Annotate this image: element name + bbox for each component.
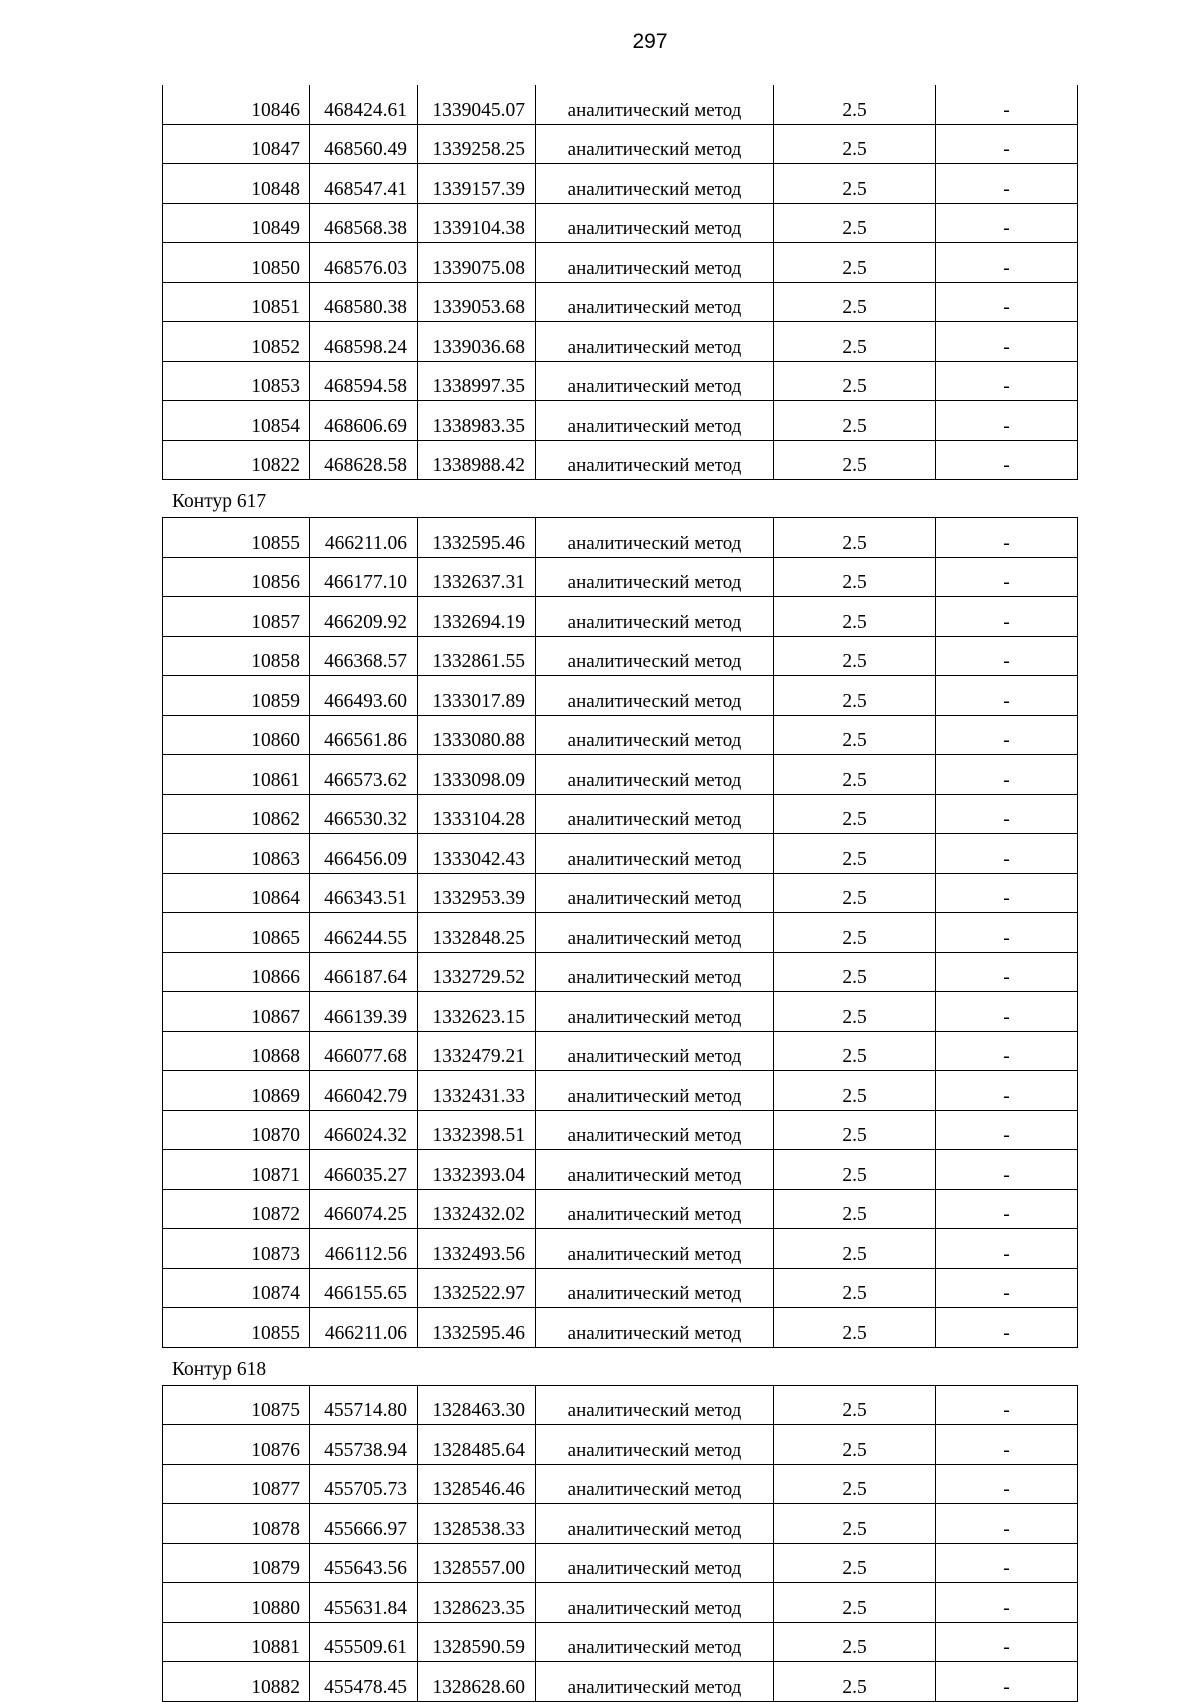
- y-coordinate-cell: 1333017.89: [418, 676, 536, 716]
- table-row: [163, 794, 1078, 834]
- table-row: [163, 636, 1078, 676]
- x-coordinate-cell: 468547.41: [310, 164, 418, 204]
- method-cell: аналитический метод: [536, 1425, 774, 1465]
- x-coordinate-cell: 466042.79: [310, 1071, 418, 1111]
- note-cell: -: [936, 1229, 1078, 1269]
- accuracy-cell: 2.5: [774, 124, 936, 164]
- table-row: [163, 203, 1078, 243]
- point-id-cell: 10864: [163, 873, 310, 913]
- accuracy-cell: 2.5: [774, 1464, 936, 1504]
- method-cell: аналитический метод: [536, 361, 774, 401]
- accuracy-cell: 2.5: [774, 676, 936, 716]
- note-cell: -: [936, 1110, 1078, 1150]
- accuracy-cell: 2.5: [774, 322, 936, 362]
- x-coordinate-cell: 468580.38: [310, 282, 418, 322]
- x-coordinate-cell: 468594.58: [310, 361, 418, 401]
- point-id-cell: 10857: [163, 597, 310, 637]
- note-cell: -: [936, 1583, 1078, 1623]
- table-row: [163, 1543, 1078, 1583]
- note-cell: -: [936, 1543, 1078, 1583]
- y-coordinate-cell: 1339075.08: [418, 243, 536, 283]
- method-cell: аналитический метод: [536, 282, 774, 322]
- table-row: [163, 834, 1078, 874]
- table-row: [163, 1268, 1078, 1308]
- y-coordinate-cell: 1328623.35: [418, 1583, 536, 1623]
- y-coordinate-cell: 1332623.15: [418, 992, 536, 1032]
- table-row: [163, 952, 1078, 992]
- method-cell: аналитический метод: [536, 203, 774, 243]
- y-coordinate-cell: 1328628.60: [418, 1662, 536, 1702]
- accuracy-cell: 2.5: [774, 557, 936, 597]
- point-id-cell: 10874: [163, 1268, 310, 1308]
- point-id-cell: 10878: [163, 1504, 310, 1544]
- note-cell: -: [936, 203, 1078, 243]
- table-row: [163, 440, 1078, 480]
- y-coordinate-cell: 1328538.33: [418, 1504, 536, 1544]
- x-coordinate-cell: 466077.68: [310, 1031, 418, 1071]
- point-id-cell: 10870: [163, 1110, 310, 1150]
- point-id-cell: 10869: [163, 1071, 310, 1111]
- accuracy-cell: 2.5: [774, 1425, 936, 1465]
- method-cell: аналитический метод: [536, 518, 774, 558]
- note-cell: -: [936, 1464, 1078, 1504]
- table-row: [163, 873, 1078, 913]
- method-cell: аналитический метод: [536, 1189, 774, 1229]
- y-coordinate-cell: 1328485.64: [418, 1425, 536, 1465]
- table-row: [163, 164, 1078, 204]
- method-cell: аналитический метод: [536, 322, 774, 362]
- y-coordinate-cell: 1332953.39: [418, 873, 536, 913]
- y-coordinate-cell: 1333098.09: [418, 755, 536, 795]
- method-cell: аналитический метод: [536, 1229, 774, 1269]
- accuracy-cell: 2.5: [774, 1150, 936, 1190]
- method-cell: аналитический метод: [536, 1308, 774, 1348]
- note-cell: -: [936, 597, 1078, 637]
- note-cell: -: [936, 164, 1078, 204]
- point-id-cell: 10854: [163, 401, 310, 441]
- point-id-cell: 10852: [163, 322, 310, 362]
- note-cell: -: [936, 1071, 1078, 1111]
- note-cell: -: [936, 557, 1078, 597]
- y-coordinate-cell: 1332848.25: [418, 913, 536, 953]
- table-row: [163, 85, 1078, 124]
- note-cell: -: [936, 1662, 1078, 1702]
- method-cell: аналитический метод: [536, 913, 774, 953]
- table-row: [163, 1464, 1078, 1504]
- method-cell: аналитический метод: [536, 1268, 774, 1308]
- point-id-cell: 10861: [163, 755, 310, 795]
- accuracy-cell: 2.5: [774, 794, 936, 834]
- note-cell: -: [936, 282, 1078, 322]
- y-coordinate-cell: 1332398.51: [418, 1110, 536, 1150]
- note-cell: -: [936, 873, 1078, 913]
- x-coordinate-cell: 455738.94: [310, 1425, 418, 1465]
- table-row: [163, 1189, 1078, 1229]
- method-cell: аналитический метод: [536, 794, 774, 834]
- point-id-cell: 10859: [163, 676, 310, 716]
- x-coordinate-cell: 466561.86: [310, 715, 418, 755]
- x-coordinate-cell: 455478.45: [310, 1662, 418, 1702]
- accuracy-cell: 2.5: [774, 1543, 936, 1583]
- method-cell: аналитический метод: [536, 85, 774, 124]
- method-cell: аналитический метод: [536, 873, 774, 913]
- note-cell: -: [936, 243, 1078, 283]
- x-coordinate-cell: 468576.03: [310, 243, 418, 283]
- table-row: [163, 1425, 1078, 1465]
- x-coordinate-cell: 455509.61: [310, 1622, 418, 1662]
- x-coordinate-cell: 455631.84: [310, 1583, 418, 1623]
- y-coordinate-cell: 1332595.46: [418, 1308, 536, 1348]
- note-cell: -: [936, 1425, 1078, 1465]
- note-cell: -: [936, 715, 1078, 755]
- y-coordinate-cell: 1333080.88: [418, 715, 536, 755]
- x-coordinate-cell: 466074.25: [310, 1189, 418, 1229]
- x-coordinate-cell: 466456.09: [310, 834, 418, 874]
- accuracy-cell: 2.5: [774, 1583, 936, 1623]
- accuracy-cell: 2.5: [774, 518, 936, 558]
- table-row: [163, 518, 1078, 558]
- accuracy-cell: 2.5: [774, 636, 936, 676]
- point-id-cell: 10881: [163, 1622, 310, 1662]
- x-coordinate-cell: 468606.69: [310, 401, 418, 441]
- x-coordinate-cell: 466530.32: [310, 794, 418, 834]
- point-id-cell: 10863: [163, 834, 310, 874]
- y-coordinate-cell: 1333042.43: [418, 834, 536, 874]
- accuracy-cell: 2.5: [774, 85, 936, 124]
- y-coordinate-cell: 1339045.07: [418, 85, 536, 124]
- note-cell: -: [936, 322, 1078, 362]
- method-cell: аналитический метод: [536, 952, 774, 992]
- accuracy-cell: 2.5: [774, 952, 936, 992]
- point-id-cell: 10866: [163, 952, 310, 992]
- y-coordinate-cell: 1332729.52: [418, 952, 536, 992]
- method-cell: аналитический метод: [536, 1464, 774, 1504]
- table-row: [163, 1504, 1078, 1544]
- accuracy-cell: 2.5: [774, 755, 936, 795]
- point-id-cell: 10873: [163, 1229, 310, 1269]
- y-coordinate-cell: 1332493.56: [418, 1229, 536, 1269]
- contour-label: Контур 618: [172, 1358, 267, 1380]
- method-cell: аналитический метод: [536, 440, 774, 480]
- method-cell: аналитический метод: [536, 1622, 774, 1662]
- accuracy-cell: 2.5: [774, 1308, 936, 1348]
- method-cell: аналитический метод: [536, 676, 774, 716]
- x-coordinate-cell: 455714.80: [310, 1385, 418, 1425]
- method-cell: аналитический метод: [536, 401, 774, 441]
- accuracy-cell: 2.5: [774, 1031, 936, 1071]
- y-coordinate-cell: 1332861.55: [418, 636, 536, 676]
- note-cell: -: [936, 952, 1078, 992]
- accuracy-cell: 2.5: [774, 1229, 936, 1269]
- x-coordinate-cell: 455666.97: [310, 1504, 418, 1544]
- table-row: [163, 124, 1078, 164]
- y-coordinate-cell: 1339157.39: [418, 164, 536, 204]
- x-coordinate-cell: 466244.55: [310, 913, 418, 953]
- point-id-cell: 10876: [163, 1425, 310, 1465]
- x-coordinate-cell: 466573.62: [310, 755, 418, 795]
- method-cell: аналитический метод: [536, 755, 774, 795]
- point-id-cell: 10882: [163, 1662, 310, 1702]
- note-cell: -: [936, 518, 1078, 558]
- table-row: [163, 1662, 1078, 1702]
- y-coordinate-cell: 1328463.30: [418, 1385, 536, 1425]
- point-id-cell: 10853: [163, 361, 310, 401]
- coordinates-document: [162, 85, 1077, 1702]
- accuracy-cell: 2.5: [774, 401, 936, 441]
- method-cell: аналитический метод: [536, 557, 774, 597]
- note-cell: -: [936, 755, 1078, 795]
- x-coordinate-cell: 466493.60: [310, 676, 418, 716]
- note-cell: -: [936, 124, 1078, 164]
- note-cell: -: [936, 1385, 1078, 1425]
- table-row: [163, 1622, 1078, 1662]
- table-row: [163, 715, 1078, 755]
- x-coordinate-cell: 466343.51: [310, 873, 418, 913]
- x-coordinate-cell: 466211.06: [310, 1308, 418, 1348]
- method-cell: аналитический метод: [536, 636, 774, 676]
- accuracy-cell: 2.5: [774, 361, 936, 401]
- accuracy-cell: 2.5: [774, 1189, 936, 1229]
- point-id-cell: 10851: [163, 282, 310, 322]
- accuracy-cell: 2.5: [774, 873, 936, 913]
- note-cell: -: [936, 1031, 1078, 1071]
- point-id-cell: 10862: [163, 794, 310, 834]
- x-coordinate-cell: 466177.10: [310, 557, 418, 597]
- accuracy-cell: 2.5: [774, 282, 936, 322]
- point-id-cell: 10877: [163, 1464, 310, 1504]
- coordinates-table: [162, 1385, 1078, 1702]
- note-cell: -: [936, 1504, 1078, 1544]
- point-id-cell: 10856: [163, 557, 310, 597]
- accuracy-cell: 2.5: [774, 203, 936, 243]
- method-cell: аналитический метод: [536, 992, 774, 1032]
- method-cell: аналитический метод: [536, 1504, 774, 1544]
- accuracy-cell: 2.5: [774, 243, 936, 283]
- note-cell: -: [936, 794, 1078, 834]
- method-cell: аналитический метод: [536, 243, 774, 283]
- point-id-cell: 10875: [163, 1385, 310, 1425]
- note-cell: -: [936, 85, 1078, 124]
- table-row: [163, 282, 1078, 322]
- point-id-cell: 10848: [163, 164, 310, 204]
- coordinates-table: [162, 517, 1078, 1348]
- accuracy-cell: 2.5: [774, 1504, 936, 1544]
- table-row: [163, 1150, 1078, 1190]
- x-coordinate-cell: 468568.38: [310, 203, 418, 243]
- table-row: [163, 1308, 1078, 1348]
- x-coordinate-cell: 466211.06: [310, 518, 418, 558]
- contour-label: Контур 617: [172, 491, 267, 512]
- y-coordinate-cell: 1339258.25: [418, 124, 536, 164]
- x-coordinate-cell: 466139.39: [310, 992, 418, 1032]
- accuracy-cell: 2.5: [774, 834, 936, 874]
- accuracy-cell: 2.5: [774, 1071, 936, 1111]
- y-coordinate-cell: 1332393.04: [418, 1150, 536, 1190]
- point-id-cell: 10846: [163, 85, 310, 124]
- y-coordinate-cell: 1339104.38: [418, 203, 536, 243]
- x-coordinate-cell: 466368.57: [310, 636, 418, 676]
- method-cell: аналитический метод: [536, 124, 774, 164]
- x-coordinate-cell: 468598.24: [310, 322, 418, 362]
- x-coordinate-cell: 468424.61: [310, 85, 418, 124]
- method-cell: аналитический метод: [536, 1583, 774, 1623]
- method-cell: аналитический метод: [536, 1031, 774, 1071]
- point-id-cell: 10868: [163, 1031, 310, 1071]
- method-cell: аналитический метод: [536, 164, 774, 204]
- x-coordinate-cell: 466209.92: [310, 597, 418, 637]
- accuracy-cell: 2.5: [774, 164, 936, 204]
- method-cell: аналитический метод: [536, 834, 774, 874]
- coordinates-table: [162, 85, 1078, 480]
- y-coordinate-cell: 1332522.97: [418, 1268, 536, 1308]
- accuracy-cell: 2.5: [774, 913, 936, 953]
- point-id-cell: 10850: [163, 243, 310, 283]
- point-id-cell: 10867: [163, 992, 310, 1032]
- note-cell: -: [936, 834, 1078, 874]
- x-coordinate-cell: 455705.73: [310, 1464, 418, 1504]
- point-id-cell: 10822: [163, 440, 310, 480]
- accuracy-cell: 2.5: [774, 992, 936, 1032]
- method-cell: аналитический метод: [536, 1385, 774, 1425]
- x-coordinate-cell: 466112.56: [310, 1229, 418, 1269]
- table-row: [163, 322, 1078, 362]
- x-coordinate-cell: 466035.27: [310, 1150, 418, 1190]
- point-id-cell: 10865: [163, 913, 310, 953]
- y-coordinate-cell: 1332479.21: [418, 1031, 536, 1071]
- table-row: [163, 361, 1078, 401]
- note-cell: -: [936, 401, 1078, 441]
- table-row: [163, 676, 1078, 716]
- x-coordinate-cell: 455643.56: [310, 1543, 418, 1583]
- note-cell: -: [936, 1308, 1078, 1348]
- note-cell: -: [936, 1150, 1078, 1190]
- method-cell: аналитический метод: [536, 1071, 774, 1111]
- table-row: [163, 243, 1078, 283]
- x-coordinate-cell: 466187.64: [310, 952, 418, 992]
- table-row: [163, 755, 1078, 795]
- accuracy-cell: 2.5: [774, 1622, 936, 1662]
- note-cell: -: [936, 636, 1078, 676]
- method-cell: аналитический метод: [536, 597, 774, 637]
- method-cell: аналитический метод: [536, 1543, 774, 1583]
- point-id-cell: 10879: [163, 1543, 310, 1583]
- x-coordinate-cell: 468560.49: [310, 124, 418, 164]
- accuracy-cell: 2.5: [774, 440, 936, 480]
- x-coordinate-cell: 466024.32: [310, 1110, 418, 1150]
- accuracy-cell: 2.5: [774, 1268, 936, 1308]
- y-coordinate-cell: 1332432.02: [418, 1189, 536, 1229]
- y-coordinate-cell: 1332694.19: [418, 597, 536, 637]
- point-id-cell: 10858: [163, 636, 310, 676]
- method-cell: аналитический метод: [536, 1662, 774, 1702]
- note-cell: -: [936, 361, 1078, 401]
- note-cell: -: [936, 676, 1078, 716]
- accuracy-cell: 2.5: [774, 715, 936, 755]
- y-coordinate-cell: 1332637.31: [418, 557, 536, 597]
- method-cell: аналитический метод: [536, 1110, 774, 1150]
- y-coordinate-cell: 1332595.46: [418, 518, 536, 558]
- accuracy-cell: 2.5: [774, 597, 936, 637]
- accuracy-cell: 2.5: [774, 1662, 936, 1702]
- point-id-cell: 10847: [163, 124, 310, 164]
- table-row: [163, 401, 1078, 441]
- y-coordinate-cell: 1328590.59: [418, 1622, 536, 1662]
- page-number: 297: [632, 30, 668, 53]
- table-row: [163, 1583, 1078, 1623]
- point-id-cell: 10860: [163, 715, 310, 755]
- table-row: [163, 992, 1078, 1032]
- point-id-cell: 10855: [163, 518, 310, 558]
- y-coordinate-cell: 1328546.46: [418, 1464, 536, 1504]
- y-coordinate-cell: 1339036.68: [418, 322, 536, 362]
- point-id-cell: 10855: [163, 1308, 310, 1348]
- table-row: [163, 597, 1078, 637]
- point-id-cell: 10849: [163, 203, 310, 243]
- note-cell: -: [936, 1622, 1078, 1662]
- note-cell: -: [936, 1268, 1078, 1308]
- y-coordinate-cell: 1333104.28: [418, 794, 536, 834]
- accuracy-cell: 2.5: [774, 1385, 936, 1425]
- accuracy-cell: 2.5: [774, 1110, 936, 1150]
- y-coordinate-cell: 1338997.35: [418, 361, 536, 401]
- table-row: [163, 1110, 1078, 1150]
- point-id-cell: 10880: [163, 1583, 310, 1623]
- method-cell: аналитический метод: [536, 1150, 774, 1190]
- y-coordinate-cell: 1339053.68: [418, 282, 536, 322]
- y-coordinate-cell: 1338983.35: [418, 401, 536, 441]
- note-cell: -: [936, 440, 1078, 480]
- table-row: [163, 1031, 1078, 1071]
- table-row: [163, 1229, 1078, 1269]
- point-id-cell: 10872: [163, 1189, 310, 1229]
- table-row: [163, 913, 1078, 953]
- y-coordinate-cell: 1332431.33: [418, 1071, 536, 1111]
- note-cell: -: [936, 992, 1078, 1032]
- note-cell: -: [936, 1189, 1078, 1229]
- y-coordinate-cell: 1328557.00: [418, 1543, 536, 1583]
- point-id-cell: 10871: [163, 1150, 310, 1190]
- table-row: [163, 1385, 1078, 1425]
- table-row: [163, 557, 1078, 597]
- table-row: [163, 1071, 1078, 1111]
- y-coordinate-cell: 1338988.42: [418, 440, 536, 480]
- note-cell: -: [936, 913, 1078, 953]
- x-coordinate-cell: 468628.58: [310, 440, 418, 480]
- x-coordinate-cell: 466155.65: [310, 1268, 418, 1308]
- method-cell: аналитический метод: [536, 715, 774, 755]
